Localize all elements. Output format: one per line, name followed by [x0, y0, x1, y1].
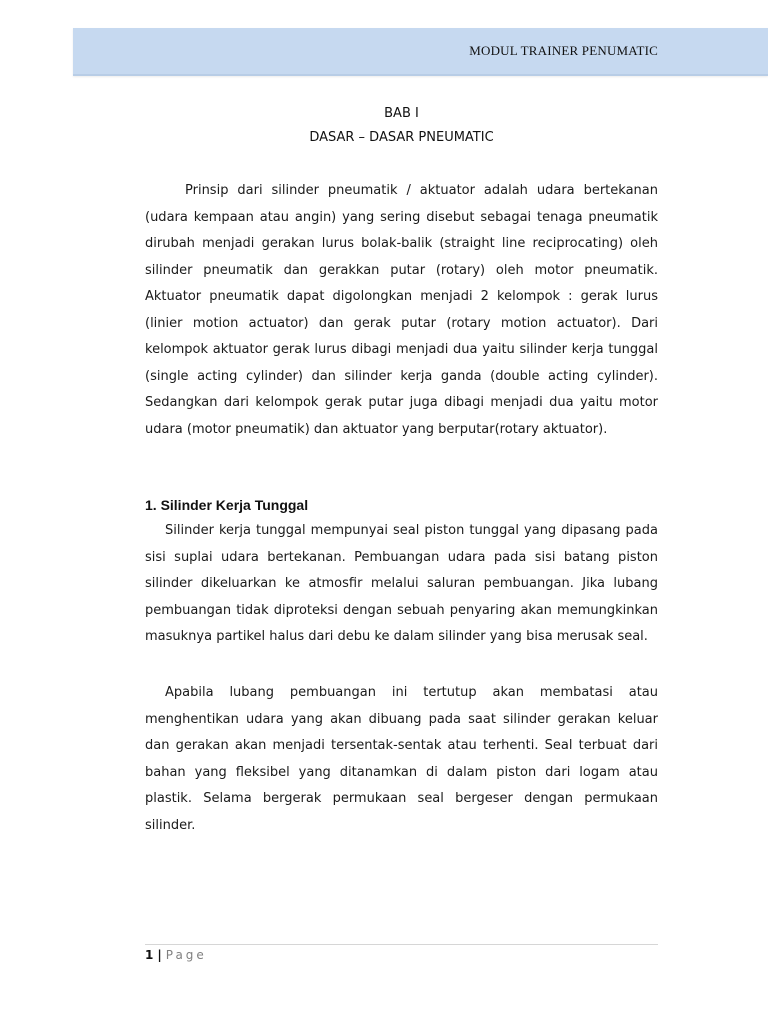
chapter-number: BAB I — [384, 106, 419, 121]
intro-paragraph: Prinsip dari silinder pneumatik / aktuator adalah udara bertekanan (udara kempaan atau angin) yang sering disebut sebagai tenaga pneumatik dirubah menjadi gerakan lurus bolak-balik (straight line reciprocating) oleh silinder pneumatik dan gerakkan putar (rotary) oleh motor pneumatik. Aktuator pneumatik dapat digolongkan menjadi 2 kelompok : gerak lurus (linier motion actuator) dan gerak putar (rotary motion actuator). Dari kelompok aktuator gerak lurus dibagi menjadi dua yaitu silinder kerja tunggal (single acting cylinder) dan silinder kerja ganda (double acting cylinder). Sedangkan dari kelompok gerak putar juga dibagi menjadi dua yaitu motor udara (motor pneumatik) dan aktuator yang berputar(rotary aktuator). — [145, 183, 658, 437]
page-label: Page — [165, 948, 207, 962]
header-title: MODUL TRAINER PENUMATIC — [469, 43, 658, 58]
page-separator: | — [157, 948, 162, 962]
section-paragraph-2: Apabila lubang pembuangan ini tertutup akan membatasi atau menghentikan udara yang akan dibuang pada saat silinder gerakan keluar dan gerakan akan menjadi tersentak-sentak atau terhenti. Seal terbuat dari bahan yang fleksibel yang ditanamkan di dalam piston dari logam atau plastik. Selama bergerak permukaan seal bergeser dengan permukaan silinder. — [145, 685, 658, 833]
page-number: 1 — [145, 948, 154, 962]
chapter-title: DASAR – DASAR PNEUMATIC — [309, 130, 494, 145]
footer-divider — [145, 944, 658, 945]
page-footer — [145, 948, 207, 962]
section-paragraph-1: Silinder kerja tunggal mempunyai seal piston tunggal yang dipasang pada sisi suplai udara bertekanan. Pembuangan udara pada sisi batang piston silinder dikeluarkan ke atmosfir melalui saluran pembuangan. Jika lubang pembuangan tidak diproteksi dengan sebuah penyaring akan memungkinkan masuknya partikel halus dari debu ke dalam silinder yang bisa merusak seal. — [145, 523, 658, 644]
header-band — [73, 28, 768, 76]
section-heading: 1. Silinder Kerja Tunggal — [145, 497, 309, 513]
